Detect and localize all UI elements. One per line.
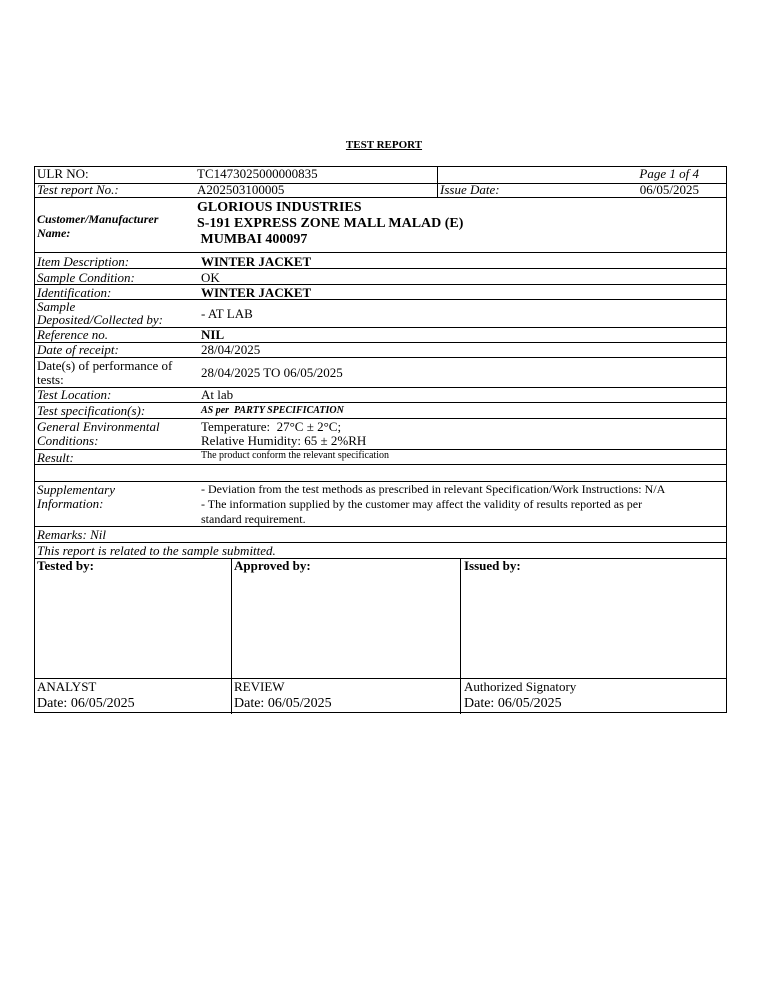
approved-role: REVIEW [234,679,285,694]
row-divider [35,183,726,184]
humidity-value: Relative Humidity: 65 ± 2%RH [201,433,367,448]
row-divider [35,299,726,300]
customer-label: Customer/Manufacturer [37,212,159,226]
item-description-label: Item Description: [37,254,130,269]
result-label: Result: [37,450,74,465]
ulr-label: ULR NO: [37,166,89,181]
environment-label: General Environmental [37,419,160,434]
performance-label: tests: [37,372,64,387]
temperature-value: Temperature: 27°C ± 2°C; [201,419,342,434]
deposited-label: Sample [37,299,76,314]
approved-by-label: Approved by: [234,558,311,573]
customer-name: GLORIOUS INDUSTRIES [197,200,362,215]
sample-condition-value: OK [201,270,220,285]
reference-label: Reference no. [37,327,108,342]
issue-date-value: 06/05/2025 [639,182,699,197]
cell-divider [460,558,461,714]
report-no-value: A202503100005 [197,182,285,197]
supplementary-line: standard requirement. [201,512,306,526]
row-divider [35,327,726,328]
specification-label: Test specification(s): [37,403,146,418]
issued-role: Authorized Signatory [464,679,577,694]
tested-date: Date: 06/05/2025 [37,696,135,711]
ulr-value: TC1473025000000835 [197,166,318,181]
issued-date: Date: 06/05/2025 [464,696,562,711]
customer-label: Name: [37,226,71,240]
supplementary-line: - The information supplied by the customer may affect the validity of results reported as per [201,497,643,511]
row-divider [35,526,726,527]
identification-value: WINTER JACKET [201,285,312,300]
issue-date-label: Issue Date: [440,182,500,197]
tested-by-label: Tested by: [37,558,94,573]
report-table [34,166,727,713]
remarks: Remarks: Nil [37,527,106,542]
location-label: Test Location: [37,387,112,402]
report-no-label: Test report No.: [37,182,119,197]
supplementary-line: - Deviation from the test methods as prescribed in relevant Specification/Work Instructions: N/A [201,482,666,496]
row-divider [35,252,726,253]
location-value: At lab [201,387,234,402]
row-divider [35,558,726,559]
sample-condition-label: Sample Condition: [37,270,135,285]
deposited-value: - AT LAB [201,306,253,321]
performance-label: Date(s) of performance of [37,358,173,373]
performance-value: 28/04/2025 TO 06/05/2025 [201,365,343,380]
approved-date: Date: 06/05/2025 [234,696,332,711]
report-title: TEST REPORT [345,139,423,151]
row-divider [35,387,726,388]
row-divider [35,464,726,465]
reference-value: NIL [201,327,225,342]
item-description-value: WINTER JACKET [201,254,312,269]
tested-role: ANALYST [37,679,97,694]
specification-value: AS per PARTY SPECIFICATION [201,405,344,416]
customer-address: S-191 EXPRESS ZONE MALL MALAD (E) [197,216,464,231]
customer-city: MUMBAI 400097 [197,232,308,247]
receipt-value: 28/04/2025 [201,342,261,357]
cell-divider [437,167,438,197]
page-number: Page 1 of 4 [639,166,699,181]
receipt-label: Date of receipt: [37,342,119,357]
environment-label: Conditions: [37,433,99,448]
row-divider [35,197,726,198]
issued-by-label: Issued by: [464,558,521,573]
row-divider [35,284,726,285]
row-divider [35,268,726,269]
supplementary-label: Supplementary [37,482,115,497]
supplementary-label: Information: [37,496,104,511]
result-value: The product conform the relevant specification [201,450,389,461]
related-note: This report is related to the sample submitted. [37,543,276,558]
cell-divider [231,558,232,714]
row-divider [35,678,726,679]
row-divider [35,342,726,343]
deposited-label: Deposited/Collected by: [37,312,163,327]
identification-label: Identification: [37,285,112,300]
